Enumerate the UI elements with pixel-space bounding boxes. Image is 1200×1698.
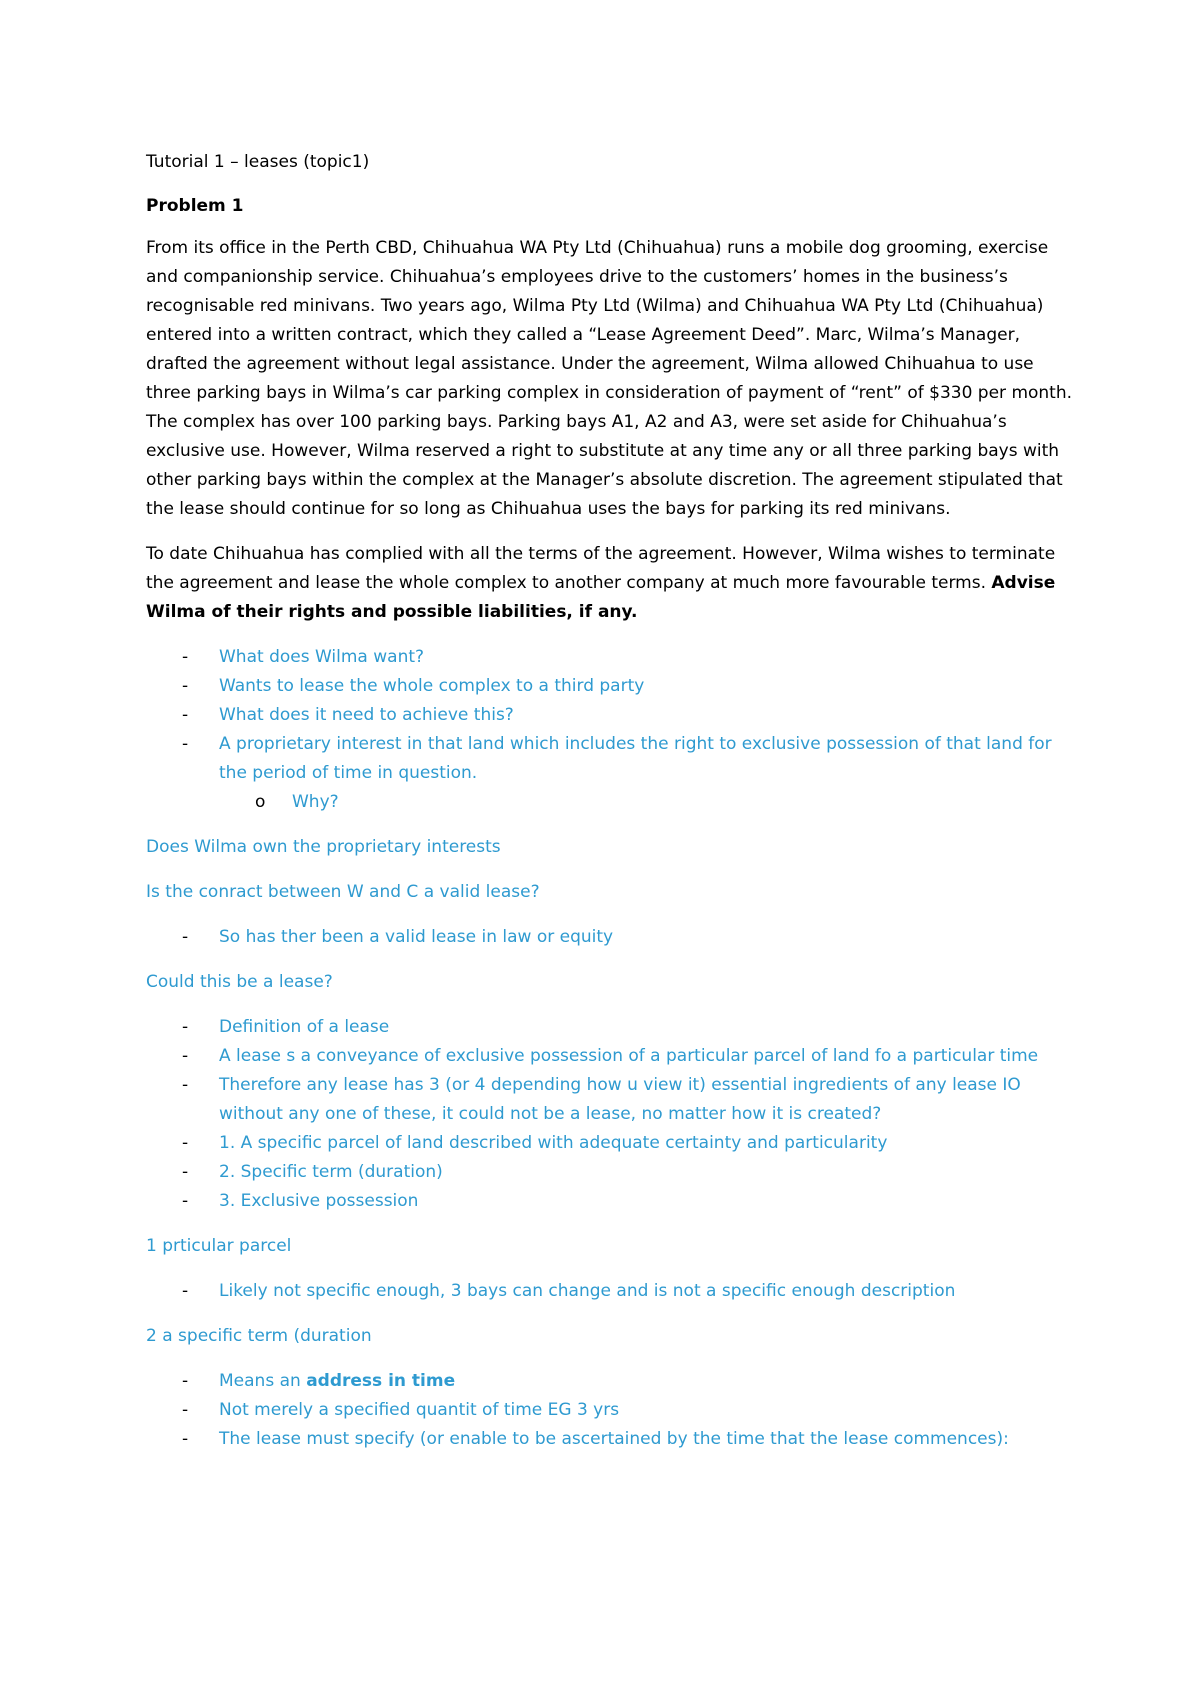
question-valid: Is the conract between W and C a valid lease? [146,882,540,902]
notes-list-term [146,1367,1076,1454]
task-instruction: Advise Wilma of their rights and possible liabilities, if any. [146,573,1056,622]
list-item: - Wants to lease the whole complex to a third party [146,672,1076,701]
list-item: - Definition of a lease [146,1013,1076,1042]
notes-list-definition [146,1013,1076,1216]
list-item: - 2. Specific term (duration) [146,1158,1076,1187]
list-item: - Not merely a specified quantit of time EG 3 yrs [146,1396,1076,1425]
notes-list-wilma [146,643,1076,817]
heading-parcel: 1 prticular parcel [146,1236,292,1256]
notes-list-parcel [146,1277,1076,1306]
document-title: Tutorial 1 – leases (topic1) [146,152,370,172]
document-page [146,148,1076,1470]
list-item-text: A proprietary interest in that land which includes the right to exclusive possession of that land for the period of time in question. [219,734,1052,783]
sub-list [219,788,1076,817]
list-item-text: Means an [219,1371,307,1391]
question-own: Does Wilma own the proprietary interests [146,837,501,857]
list-item: - What does Wilma want? [146,643,1076,672]
list-item: - The lease must specify (or enable to be ascertained by the time that the lease commences): [146,1425,1076,1454]
list-item: - Likely not specific enough, 3 bays can change and is not a specific enough description [146,1277,1076,1306]
list-item [146,730,1076,817]
list-item-emphasis: address in time [306,1371,456,1391]
sub-list-item: o Why? [219,788,1076,817]
list-item: - What does it need to achieve this? [146,701,1076,730]
problem-heading: Problem 1 [146,196,244,216]
list-item: - So has ther been a valid lease in law or equity [146,923,1076,952]
list-item: - Therefore any lease has 3 (or 4 depending how u view it) essential ingredients of any lease IO without any one of these, it could not be a lease, no matter how it is created? [146,1071,1076,1129]
task-paragraph [146,540,1076,627]
task-text: To date Chihuahua has complied with all the terms of the agreement. However, Wilma wishes to terminate the agreement and lease the whole complex to another company at much more favourable terms. [146,544,1056,593]
list-item: - A lease s a conveyance of exclusive possession of a particular parcel of land fo a particular time [146,1042,1076,1071]
list-item: - 3. Exclusive possession [146,1187,1076,1216]
notes-list-valid [146,923,1076,952]
heading-term: 2 a specific term (duration [146,1326,372,1346]
list-item [146,1367,1076,1396]
question-could: Could this be a lease? [146,972,333,992]
list-item: - 1. A specific parcel of land described with adequate certainty and particularity [146,1129,1076,1158]
problem-paragraph: From its office in the Perth CBD, Chihuahua WA Pty Ltd (Chihuahua) runs a mobile dog grooming, exercise and companionship service. Chihuahua’s employees drive to the customers’ homes in the business’s recognisable red minivans. Two years ago, Wilma Pty Ltd (Wilma) and Chihuahua WA Pty Ltd (Chihuahua) entered into a written contract, which they called a “Lease Agreement Deed”. Marc, Wilma’s Manager, drafted the agreement without legal assistance. Under the agreement, Wilma allowed Chihuahua to use three parking bays in Wilma’s car parking complex in consideration of payment of “rent” of $330 per month. The complex has over 100 parking bays. Parking bays A1, A2 and A3, were set aside for Chihuahua’s exclusive use. However, Wilma reserved a right to substitute at any time any or all three parking bays with other parking bays within the complex at the Manager’s absolute discretion. The agreement stipulated that the lease should continue for so long as Chihuahua uses the bays for parking its red minivans. [146,238,1073,519]
